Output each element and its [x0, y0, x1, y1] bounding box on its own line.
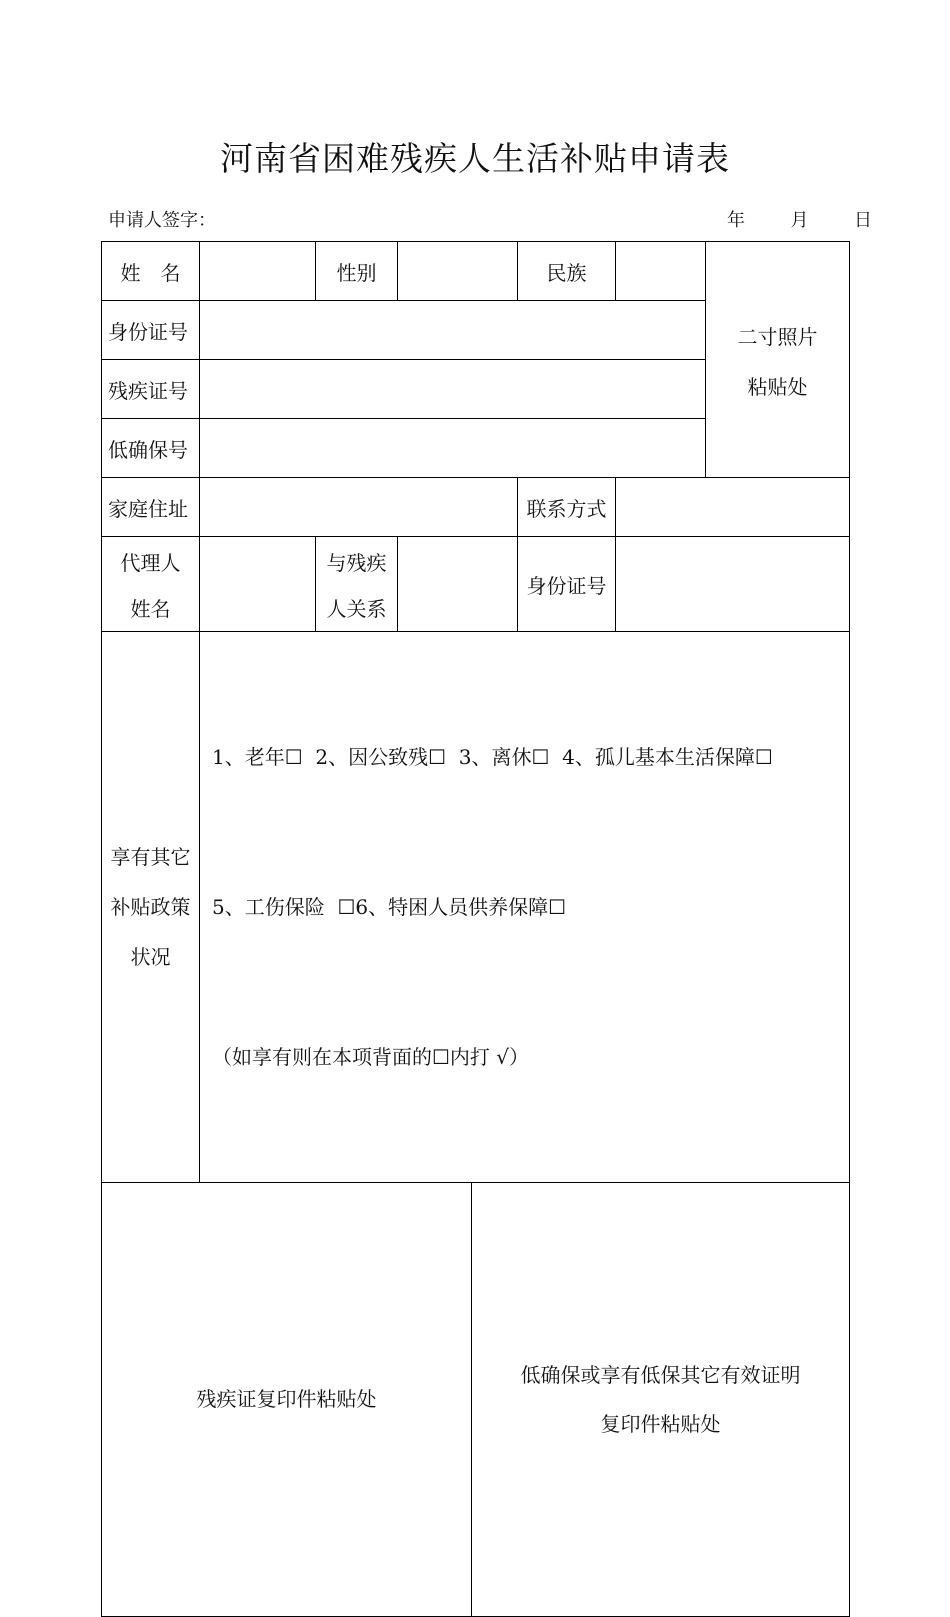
application-form-table	[101, 241, 850, 1617]
disability-cert-label: 残疾证号	[102, 360, 200, 419]
agent-name-field[interactable]	[200, 537, 316, 632]
relation-label-line2: 人关系	[326, 597, 387, 621]
policy-options-line1[interactable]: 1、老年☐ 2、因公致残☐ 3、离休☐ 4、孤儿基本生活保障☐	[212, 745, 773, 769]
policy-label	[102, 632, 200, 1183]
low-income-number-label: 低确保号	[102, 419, 200, 478]
photo-label-line2: 粘贴处	[747, 375, 808, 399]
photo-label-line1: 二寸照片	[737, 325, 818, 349]
low-income-proof-copy-area[interactable]	[472, 1183, 850, 1617]
form-title: 河南省困难残疾人生活补贴申请表	[220, 139, 730, 178]
home-address-field[interactable]	[200, 478, 518, 537]
date-year-label: 年	[727, 210, 745, 231]
agent-name-label-line1: 代理人	[120, 551, 181, 575]
disability-cert-field[interactable]	[200, 360, 706, 419]
gender-label: 性别	[316, 242, 398, 301]
low-income-proof-label-line2: 复印件粘贴处	[600, 1411, 721, 1436]
contact-label: 联系方式	[518, 478, 616, 537]
policy-options-line3: （如享有则在本项背面的☐内打 √）	[212, 1045, 530, 1069]
low-income-number-field[interactable]	[200, 419, 706, 478]
date-month-label: 月	[790, 210, 809, 231]
photo-area[interactable]	[706, 242, 850, 478]
id-number-label: 身份证号	[102, 301, 200, 360]
date-day-label: 日	[853, 210, 872, 231]
policy-label-line3: 状况	[130, 945, 171, 969]
signature-label: 申请人签字：	[108, 210, 216, 231]
relation-label-line1: 与残疾	[326, 551, 387, 575]
agent-name-label	[102, 537, 200, 632]
policy-label-line1: 享有其它	[110, 845, 191, 869]
disability-cert-copy-label: 残疾证复印件粘贴处	[196, 1387, 377, 1411]
disability-cert-copy-area[interactable]	[102, 1183, 472, 1617]
name-field[interactable]	[200, 242, 316, 301]
agent-name-label-line2: 姓名	[130, 597, 171, 621]
policy-label-line2: 补贴政策	[110, 895, 191, 919]
low-income-proof-label-line1: 低确保或享有低保其它有效证明	[520, 1362, 801, 1387]
agent-id-label: 身份证号	[518, 537, 616, 632]
id-number-field[interactable]	[200, 301, 706, 360]
ethnicity-field[interactable]	[616, 242, 706, 301]
name-label: 姓 名	[102, 242, 200, 301]
relation-field[interactable]	[398, 537, 518, 632]
agent-id-field[interactable]	[616, 537, 850, 632]
contact-field[interactable]	[616, 478, 850, 537]
date-labels	[727, 206, 872, 232]
policy-options[interactable]	[200, 632, 850, 1183]
ethnicity-label: 民族	[518, 242, 616, 301]
home-address-label: 家庭住址	[102, 478, 200, 537]
gender-field[interactable]	[398, 242, 518, 301]
policy-options-line2[interactable]: 5、工伤保险 ☐6、特困人员供养保障☐	[212, 895, 567, 919]
relation-label	[316, 537, 398, 632]
